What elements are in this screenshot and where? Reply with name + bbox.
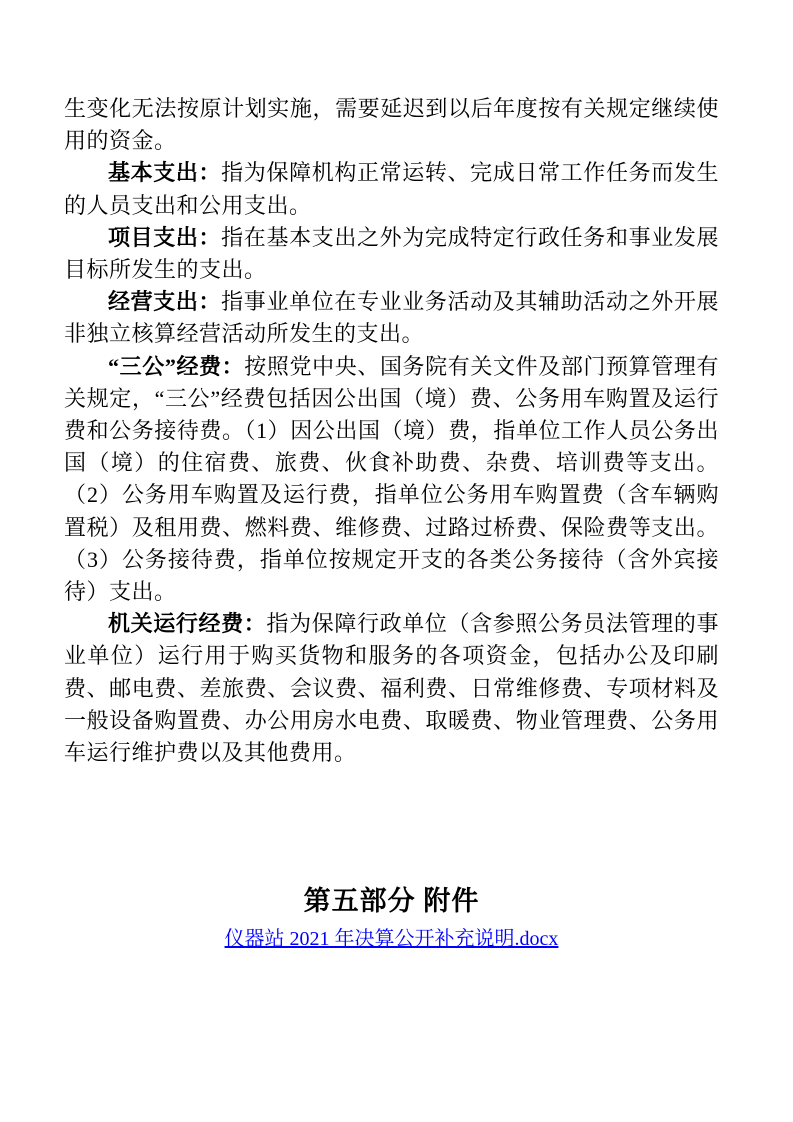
paragraph-carryover [64,93,719,157]
paragraph-lead: 基本支出： [108,160,222,186]
paragraph-basic-expenditure [64,157,719,221]
attachment-link[interactable]: 仪器站 2021 年决算公开补充说明.docx [224,928,559,951]
attachment-line [64,924,719,954]
paragraph-text: 指在基本支出之外为完成特定行政任务和事业发展目标所发生的支出。 [64,224,719,283]
section-heading: 第五部分 附件 [303,886,480,917]
paragraph-three-public-funds [64,351,719,609]
paragraph-agency-operating-funds [64,608,719,769]
paragraph-text: 指事业单位在专业业务活动及其辅助活动之外开展非独立核算经营活动所发生的支出。 [64,289,719,347]
paragraph-lead: 项目支出： [108,224,222,250]
paragraph-lead: 经营支出： [108,289,222,315]
paragraph-text: 指为保障行政单位（含参照公务员法管理的事业单位）运行用于购买货物和服务的各项资金，包括办公及印刷费、邮电费、差旅费、会议费、福利费、日常维修费、专项材料及一般设备购置费、办公用房水电费、取暖费、物业管理费、公务用车运行维护费以及其他费用。 [64,611,719,766]
document-body [64,93,719,769]
paragraph-text: 指为保障机构正常运转、完成日常工作任务而发生的人员支出和公用支出。 [64,160,719,218]
paragraph-project-expenditure [64,222,719,286]
paragraph-lead: 机关运行经费： [108,611,267,637]
paragraph-text: 按照党中央、国务院有关文件及部门预算管理有关规定，“三公”经费包括因公出国（境）费、公务用车购置及运行费和公务接待费。（1）因公出国（境）费，指单位工作人员公务出国（境）的住宿费、旅费、伙食补助费、杂费、培训费等支出。（2）公务用车购置及运行费，指单位公务用车购置费（含车辆购置税）及租用费、燃料费、维修费、过路过桥费、保险费等支出。（3）公务接待费，指单位按规定开支的各类公务接待（含外宾接待）支出。 [64,353,719,605]
paragraph-operating-expenditure [64,286,719,350]
paragraph-text: 生变化无法按原计划实施，需要延迟到以后年度按有关规定继续使用的资金。 [64,96,719,154]
paragraph-lead: “三公”经费： [108,353,245,379]
